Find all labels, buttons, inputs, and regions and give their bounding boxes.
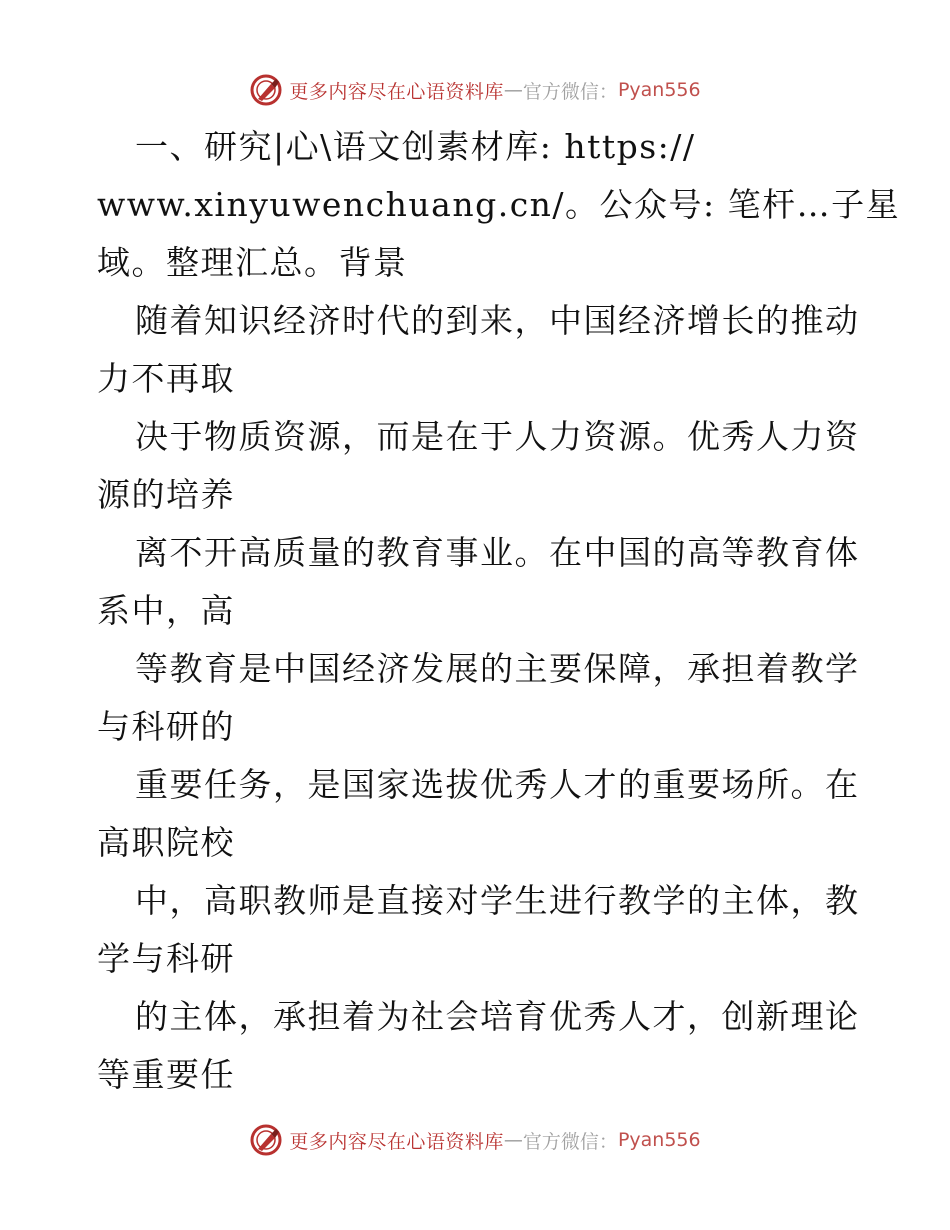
banner-wechat-id: Pyan556 bbox=[617, 1129, 701, 1151]
body-line: 一、研究|心\语文创素材库: https:// bbox=[135, 127, 696, 166]
body-line: 力不再取 bbox=[97, 359, 235, 398]
body-line: 与科研的 bbox=[97, 707, 235, 746]
header-watermark-banner bbox=[0, 70, 950, 110]
pen-logo-icon bbox=[249, 1123, 283, 1157]
document-body bbox=[97, 118, 901, 1104]
pen-logo-icon bbox=[249, 73, 283, 107]
body-line: 的主体，承担着为社会培育优秀人才，创新理论 bbox=[135, 997, 860, 1036]
banner-wechat-id: Pyan556 bbox=[617, 79, 701, 101]
body-line: 中，高职教师是直接对学生进行教学的主体，教 bbox=[135, 881, 860, 920]
footer-watermark-banner bbox=[0, 1120, 950, 1160]
body-line: 系中，高 bbox=[97, 591, 235, 630]
banner-wechat-label: 官方微信： bbox=[522, 1130, 618, 1153]
body-line: 高职院校 bbox=[97, 823, 235, 862]
body-line: 等重要任 bbox=[97, 1055, 235, 1094]
banner-separator: — bbox=[503, 1129, 523, 1151]
banner-separator: — bbox=[503, 79, 523, 101]
body-line: 随着知识经济时代的到来，中国经济增长的推动 bbox=[135, 301, 860, 340]
banner-main-text: 更多内容尽在心语资料库 bbox=[289, 1130, 504, 1153]
body-line: 域。整理汇总。背景 bbox=[97, 243, 408, 282]
banner-wechat-label: 官方微信： bbox=[522, 80, 618, 103]
body-line: 源的培养 bbox=[97, 475, 235, 514]
body-line: 离不开高质量的教育事业。在中国的高等教育体 bbox=[135, 533, 860, 572]
body-line: 重要任务，是国家选拔优秀人才的重要场所。在 bbox=[135, 765, 860, 804]
body-line: 等教育是中国经济发展的主要保障，承担着教学 bbox=[135, 649, 860, 688]
body-line: 决于物质资源，而是在于人力资源。优秀人力资 bbox=[135, 417, 860, 456]
body-line: www.xinyuwenchuang.cn/。公众号: 笔杆…子星 bbox=[97, 185, 901, 224]
body-line: 学与科研 bbox=[97, 939, 235, 978]
banner-main-text: 更多内容尽在心语资料库 bbox=[289, 80, 504, 103]
